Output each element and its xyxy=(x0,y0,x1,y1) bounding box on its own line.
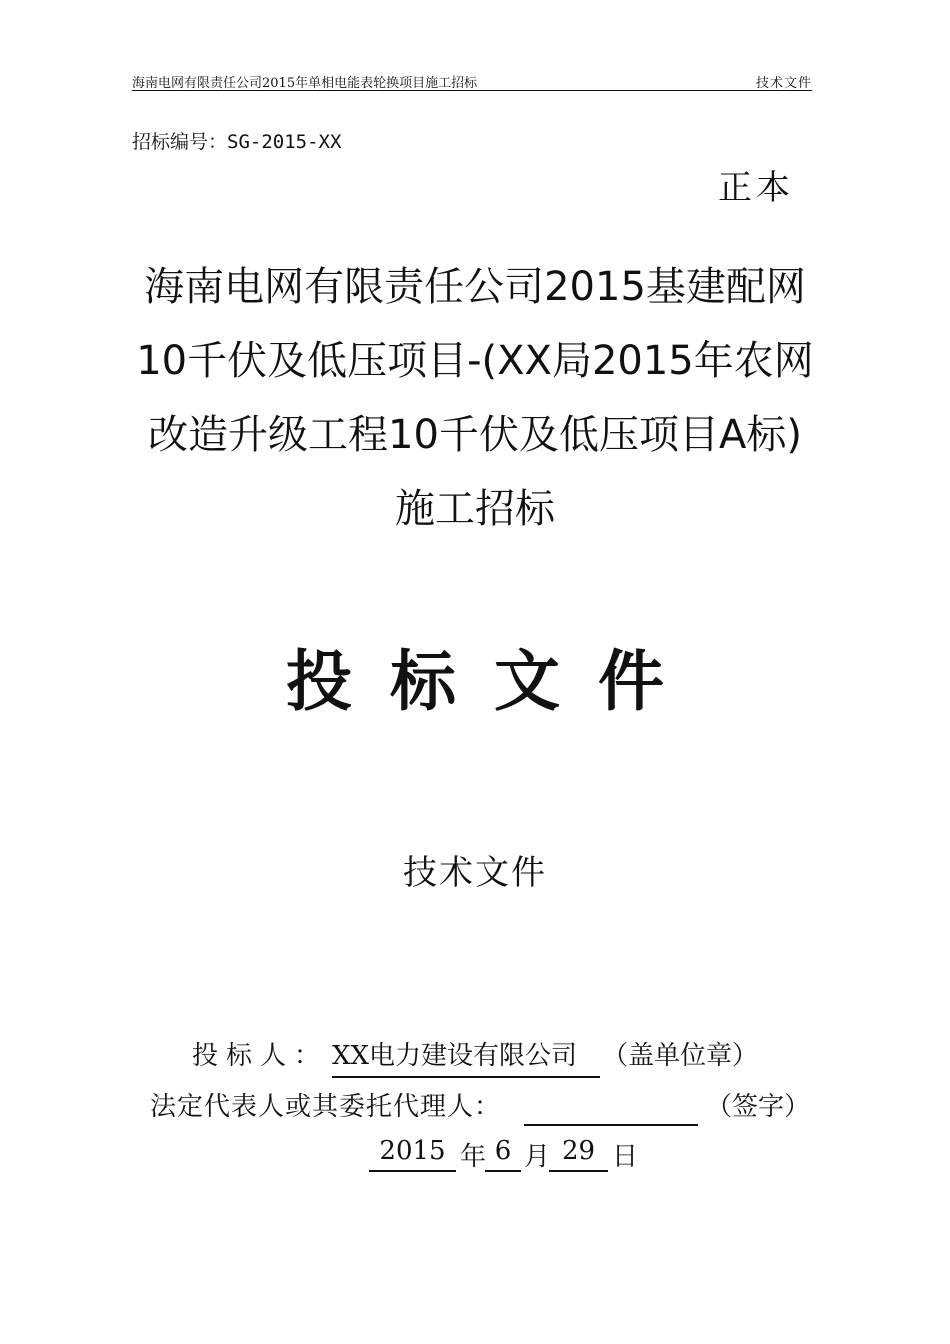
bid-number: 招标编号：SG-2015-XX xyxy=(132,131,342,153)
date-day-label: 日 xyxy=(612,1142,639,1172)
running-header-title: 海南电网有限责任公司2015年单相电能表轮换项目施工招标 xyxy=(132,76,478,91)
original-copy-mark: 正本 xyxy=(718,168,794,208)
legal-rep-label: 法定代表人或其委托代理人： xyxy=(150,1092,502,1122)
project-title-line: 10千伏及低压项目-(XX局2015年农网 xyxy=(136,338,814,384)
date-month-label: 月 xyxy=(524,1142,551,1172)
bidder-label: 投标人： xyxy=(192,1041,329,1071)
date-year-label: 年 xyxy=(460,1142,487,1172)
project-title xyxy=(115,250,835,546)
date-day: 29 xyxy=(549,1136,608,1172)
running-header-section: 技术文件 xyxy=(755,76,812,91)
date-month: 6 xyxy=(485,1136,521,1172)
bidder-seal-note: （盖单位章） xyxy=(602,1041,759,1071)
bidder-name: XX电力建设有限公司 xyxy=(332,1035,600,1078)
document-sub-title: 技术文件 xyxy=(403,853,547,893)
date-year: 2015 xyxy=(369,1136,456,1172)
project-title-line: 改造升级工程10千伏及低压项目A标) xyxy=(148,412,802,458)
signature-note: （签字） xyxy=(706,1092,811,1122)
signature-line xyxy=(524,1124,698,1126)
header-divider xyxy=(132,90,812,91)
project-title-line: 施工招标 xyxy=(395,486,555,532)
document-main-title: 投标文件 xyxy=(286,642,702,720)
project-title-line: 海南电网有限责任公司2015基建配网 xyxy=(144,264,806,310)
